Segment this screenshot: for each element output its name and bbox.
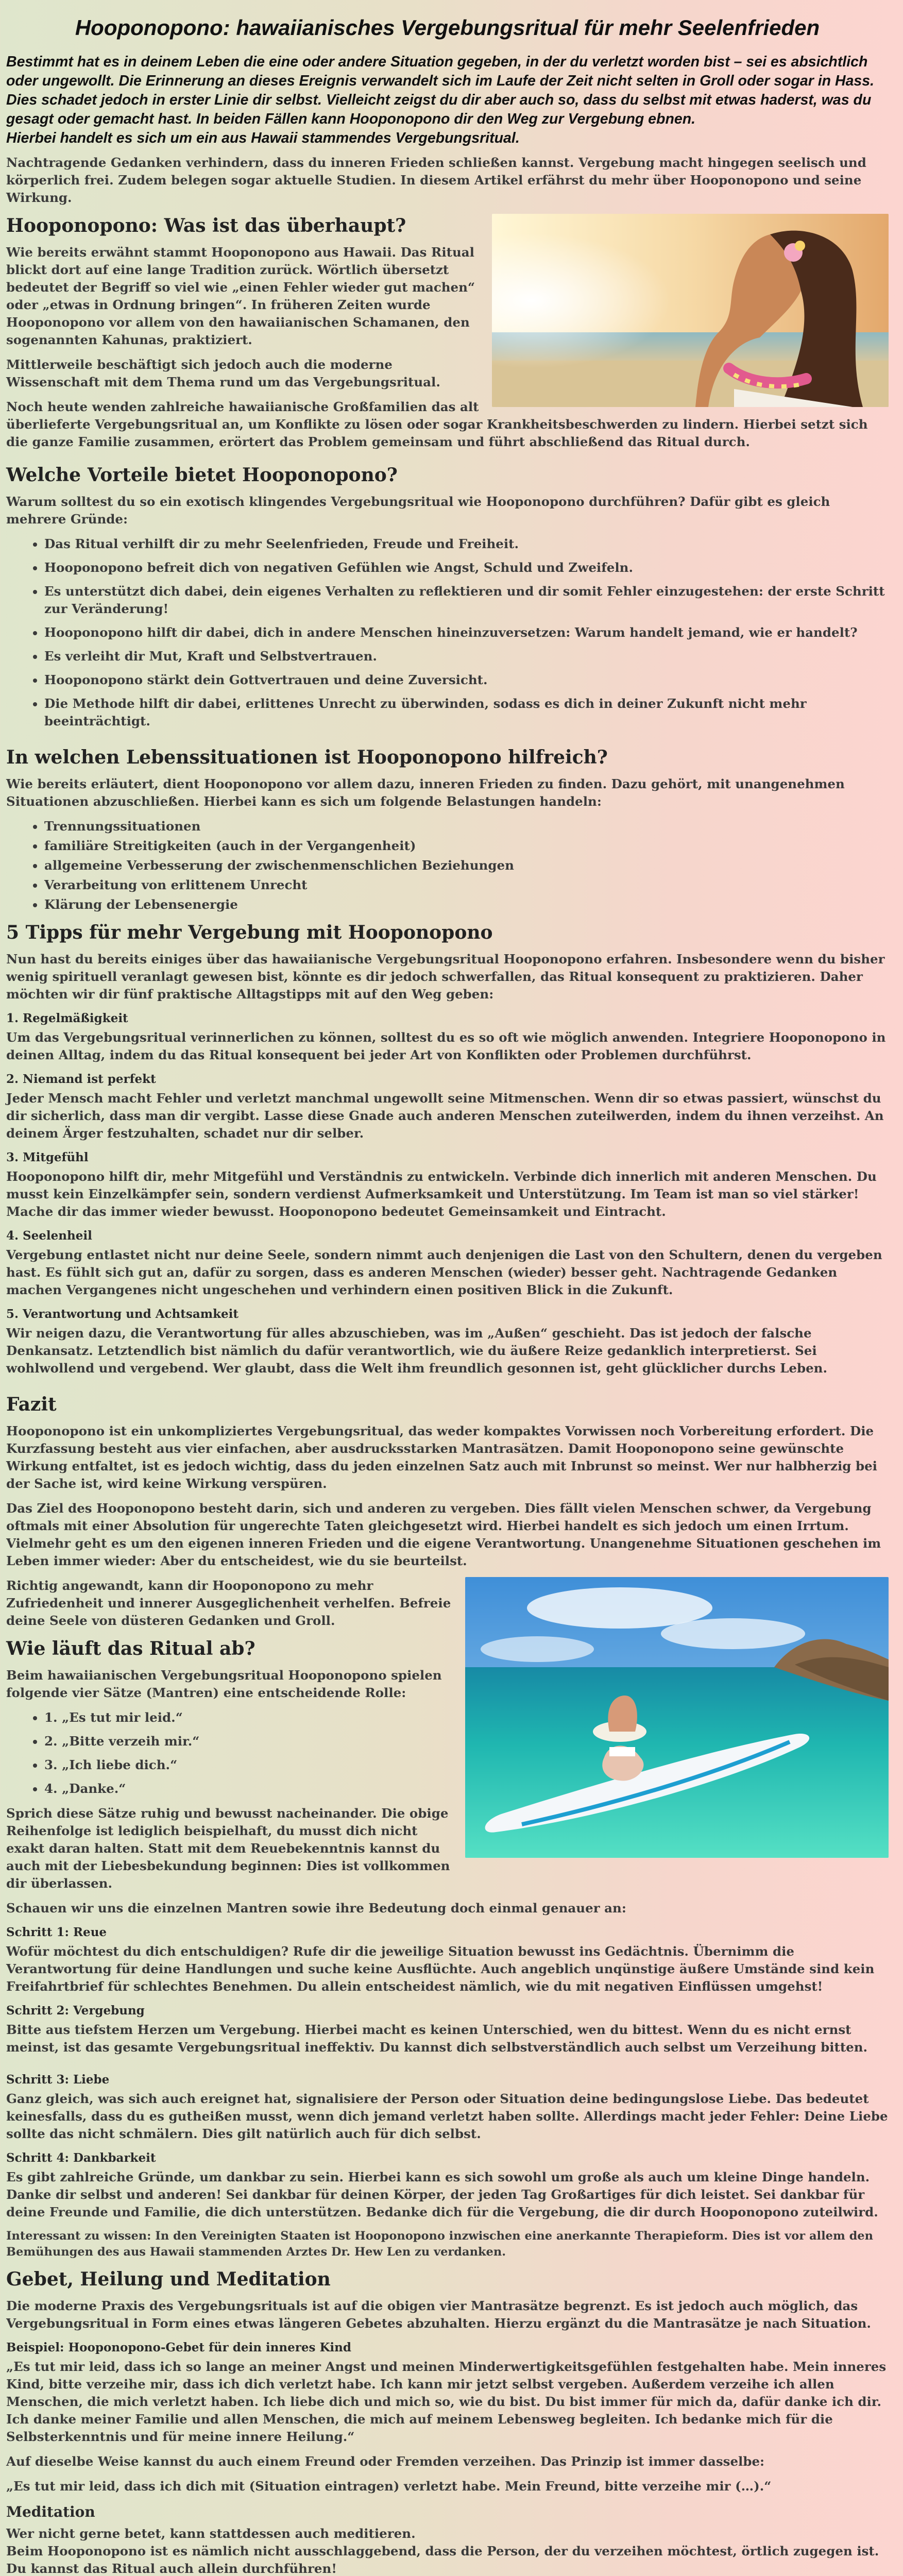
tip-heading: 2. Niemand ist perfekt [6,1072,156,1086]
paragraph: Die moderne Praxis des Vergebungsrituals ist auf die obigen vier Mantrasätze begrenzt. Es ist jedoch auch möglich, das Vergebungsritual in Form eines etwas längeren Gebetes abzuhalten. Hierzu ergänzt du die Mantrasätze je nach Situation. [6,2298,871,2331]
paddleboard-image [465,1577,889,1858]
section-heading-what-is: Hooponopono: Was ist das überhaupt? [6,215,406,236]
example-heading: Beispiel: Hooponopono-Gebet für dein inneres Kind [6,2341,351,2354]
section-heading-tips: 5 Tipps für mehr Vergebung mit Hooponopono [6,922,493,943]
paddleboard-photo [465,1577,889,1858]
paragraph: Wie bereits erwähnt stammt Hooponopono aus Hawaii. Das Ritual blickt dort auf eine lange Tradition zurück. Wörtlich übersetzt bedeutet der Begriff so viel wie „einen Fehler wieder gut machen“ oder „etwas in Ordnung bringen“. In früheren Zeiten wurde Hooponopono vor allem von den hawaiianischen Schamanen, den sogenannten Kahunas, praktiziert. [6,245,475,347]
list-item: • Die Methode hilft dir dabei, erlittenes Unrecht zu überwinden, sodass es dich in deiner Zukunft nicht mehr beeinträchtigt. [44,695,889,730]
list-item: • Es verleiht dir Mut, Kraft und Selbstvertrauen. [44,648,889,665]
step-heading: Schritt 3: Liebe [6,2073,110,2087]
step-text: Bitte aus tiefstem Herzen um Vergebung. Hierbei macht es keinen Unterschied, wen du bittest. Wenn du es nicht ernst meinst, ist das gesamte Vergebungsritual ineffektiv. Du kannst dich selbstverständlich auch selbst um Verzeihung bitten. [6,2022,868,2055]
tip-heading: 4. Seelenheil [6,1229,92,1243]
list-item: • Hooponopono hilft dir dabei, dich in andere Menschen hineinzuversetzen: Warum handelt jemand, wie er handelt? [44,624,889,641]
meditation-line-1: Wer nicht gerne betet, kann stattdessen auch meditieren. [6,2526,416,2541]
meditation-line-2: Beim Hooponopono ist es nämlich nicht ausschlaggebend, dass die Person, der du verzeihen möchtest, örtlich zugegen ist. Du kannst das Ritual auch allein durchführen! [6,2544,879,2576]
situations-list [6,818,889,913]
list-item: • familiäre Streitigkeiten (auch in der Vergangenheit) [44,837,889,855]
list-item: • Es unterstützt dich dabei, dein eigenes Verhalten zu reflektieren und dir somit Fehler einzugestehen: der erste Schritt zur Veränderung! [44,583,889,618]
list-item: • 1. „Es tut mir leid.“ [44,1709,889,1726]
list-item: • allgemeine Verbesserung der zwischenmenschlichen Beziehungen [44,857,889,874]
step-text: Ganz gleich, was sich auch ereignet hat, signalisiere der Person oder Situation deine bedingungslose Liebe. Das bedeutet keinesfalls, dass du es gutheißen musst, wenn dich jemand verletzt haben sollte. Allerdings macht jeder Fehler: Deine Liebe sollte das nicht schmälern. Dies gilt natürlich auch für dich selbst. [6,2091,888,2141]
paragraph: Auf dieselbe Weise kannst du auch einem Freund oder Fremden verzeihen. Das Prinzip ist immer dasselbe: [6,2454,765,2469]
paragraph: Warum solltest du so ein exotisch klingendes Vergebungsritual wie Hooponopono durchführen? Dafür gibt es gleich mehrere Gründe: [6,494,830,527]
tip-text: Hooponopono hilft dir, mehr Mitgefühl und Verständnis zu entwickeln. Verbinde dich innerlich mit anderen Menschen. Du musst kein Einzelkämpfer sein, sondern verdienst Aufmerksamkeit und Unterstützung. Im Team ist man so viel stärker! Mache dir das immer wieder bewusst. Hooponopono bedeutet Gemeinsamkeit und Eintracht. [6,1169,877,1219]
section-what-is [6,214,889,458]
paragraph: Noch heute wenden zahlreiche hawaiianische Großfamilien das alt überlieferte Vergebungsritual an, um Konflikte zu lösen oder sogar Krankheitsbeschwerden zu lindern. Hierbei setzt sich die ganze Familie zusammen, erörtert das Problem gemeinsam und führt abschließend das Ritual durch. [6,399,868,449]
section-heading-situations: In welchen Lebenssituationen ist Hooponopono hilfreich? [6,747,608,768]
section-ritual [6,1577,889,1900]
list-item: • 2. „Bitte verzeih mir.“ [44,1733,889,1750]
paragraph: Sprich diese Sätze ruhig und bewusst nacheinander. Die obige Reihenfolge ist lediglich beispielhaft, du musst dich nicht exakt daran halten. Statt mit dem Reuebekenntnis kannst du auch mit der Liebesbekundung beginnen: Dies ist vollkommen dir überlassen. [6,1806,450,1891]
paragraph: Nun hast du bereits einiges über das hawaiianische Vergebungsritual Hooponopono erfahren. Insbesondere wenn du bisher wenig spirituell veranlagt gewesen bist, könnte es dir jedoch schwerfallen, das Ritual konsequent zu praktizieren. Daher möchten wir dir fünf praktische Alltagstipps mit auf den Weg geben: [6,952,885,1002]
woman-beach-photo [492,214,889,407]
tip-text: Wir neigen dazu, die Verantwortung für alles abzuschieben, was im „Außen“ geschieht. Das ist jedoch der falsche Denkansatz. Letztendlich bist nämlich du dafür verantwortlich, wie du äußere Reize gedanklich interpretierst. Sei wohlwollend und vergebend. Wer glaubt, dass die Welt ihm freundlich gesonnen ist, geht glücklicher durchs Leben. [6,1326,828,1376]
tip-text: Vergebung entlastet nicht nur deine Seele, sondern nimmt auch denjenigen die Last von den Schultern, denen du vergeben hast. Es fühlt sich gut an, dafür zu sorgen, dass es anderen Menschen (wieder) besser geht. Nachtragende Gedanken machen Vergangenes nicht ungeschehen und verhindern einen positiven Blick in die Zukunft. [6,1247,882,1297]
section-heading-benefits: Welche Vorteile bietet Hooponopono? [6,464,398,486]
paragraph: Schauen wir uns die einzelnen Mantren sowie ihre Bedeutung doch einmal genauer an: [6,1901,626,1916]
list-item: • Trennungssituationen [44,818,889,835]
section-heading-prayer: Gebet, Heilung und Meditation [6,2268,331,2290]
prayer-text: „Es tut mir leid, dass ich so lange an meiner Angst und meinen Minderwertigkeitsgefühlen festgehalten habe. Mein inneres Kind, bitte verzeihe mir, dass ich dich verletzt habe. Ich kann mir jetzt selbst vergeben. Außerdem verzeihe ich allen Menschen, die mich verletzt haben. Ich liebe dich und mich so, wie du bist. Du bist immer für mich da, dafür danke ich dir. Ich danke meiner Familie und allen Menschen, die mich auf meinem Lebensweg begleiten. Ich bedanke mich für die Selbsterkenntnis und für meine innere Heilung.“ [6,2359,887,2444]
paragraph: Wie bereits erläutert, dient Hooponopono vor allem dazu, inneren Frieden zu finden. Dazu gehört, mit unangenehmen Situationen abzuschließen. Hierbei kann es sich um folgende Belastungen handeln: [6,776,845,809]
paragraph: Mittlerweile beschäftigt sich jedoch auch die moderne Wissenschaft mit dem Thema rund um das Vergebungsritual. [6,357,440,389]
paragraph: Beim hawaiianischen Vergebungsritual Hooponopono spielen folgende vier Sätze (Mantren) eine entscheidende Rolle: [6,1668,442,1700]
benefits-list [6,535,889,730]
list-item: • 4. „Danke.“ [44,1780,889,1798]
step-heading: Schritt 1: Reue [6,1925,107,1939]
list-item: • Verarbeitung von erlittenem Unrecht [44,876,889,894]
list-item: • Klärung der Lebensenergie [44,896,889,913]
step-text: Es gibt zahlreiche Gründe, um dankbar zu sein. Hierbei kann es sich sowohl um große als auch um kleine Dinge handeln. Danke dir selbst und anderen! Sei dankbar für deinen Körper, der jeden Tag Großartiges für dich leistet. Sei dankbar für deine Freunde und Familie, die dich unterstützen. Bedanke dich für die Vergebung, die dir durch Hooponopono zuteilwird. [6,2170,878,2219]
paragraph [6,2525,889,2576]
step-text: Wofür möchtest du dich entschuldigen? Rufe dir die jeweilige Situation bewusst ins Gedächtnis. Übernimm die Verantwortung für deine Handlungen und suche keine Ausflüchte. Auch angeblich unqünstige äußere Umstände sind kein Freifahrtbrief für schlechtes Benehmen. Du allein entscheidest nämlich, wie du mit negativen Einflüssen umgehst! [6,1944,875,1994]
step-heading: Schritt 4: Dankbarkeit [6,2151,156,2165]
list-item: • 3. „Ich liebe dich.“ [44,1756,889,1774]
lead-paragraph: Nachtragende Gedanken verhindern, dass du inneren Frieden schließen kannst. Vergebung macht hingegen seelisch und körperlich frei. Zudem belegen sogar aktuelle Studien. In diesem Artikel erfährst du mehr über Hooponopono und seine Wirkung. [6,155,866,205]
section-heading-ritual: Wie läuft das Ritual ab? [6,1638,255,1659]
list-item: • Hooponopono befreit dich von negativen Gefühlen wie Angst, Schuld und Zweifeln. [44,559,889,577]
section-heading-meditation: Meditation [6,2503,95,2520]
intro-paragraph: Bestimmt hat es in deinem Leben die eine oder andere Situation gegeben, in der du verletzt worden bist – sei es absichtlich oder ungewollt. Die Erinnerung an dieses Ereignis verwandelt sich im Laufe der Zeit nicht selten in Groll oder sogar in Hass. Dies schadet jedoch in erster Linie dir selbst. Vielleicht zeigst du dir aber auch so, dass du selbst mit etwas haderst, was du gesagt oder gemacht hast. In beiden Fällen kann Hooponopono dir den Weg zur Vergebung ebnen. [6,54,875,127]
tip-heading: 5. Verantwortung und Achtsamkeit [6,1307,239,1321]
paragraph: Hooponopono ist ein unkompliziertes Vergebungsritual, das weder kompaktes Vorwissen noch Vorbereitung erfordert. Die Kurzfassung besteht aus vier einfachen, aber ausdrucksstarken Mantrasätzen. Damit Hooponopono seine gewünschte Wirkung entfaltet, ist es jedoch wichtig, dass du jeden einzelnen Satz auch mit Inbrunst so meinst. Wer nur halbherzig bei der Sache ist, wird keine Wirkung verspüren. [6,1423,877,1491]
paragraph: „Es tut mir leid, dass ich dich mit (Situation eintragen) verletzt habe. Mein Freund, bitte verzeihe mir (…).“ [6,2479,772,2494]
tip-heading: 3. Mitgefühl [6,1150,89,1164]
tip-text: Um das Vergebungsritual verinnerlichen zu können, solltest du es so oft wie möglich anwenden. Integriere Hooponopono in deinen Alltag, indem du das Ritual konsequent bei jeder Art von Konflikten oder Problemen durchführst. [6,1030,886,1062]
paragraph: Das Ziel des Hooponopono besteht darin, sich und anderen zu vergeben. Dies fällt vielen Menschen schwer, da Vergebung oftmals mit einer Absolution für ungerechte Taten gleichgesetzt wird. Hierbei handelt es sich jedoch um einen Irrtum. Vielmehr geht es um den eigenen inneren Frieden und die eigene Verantwortung. Unangenehme Situationen geschehen im Leben immer wieder: Aber du entscheidest, wie du sie beurteilst. [6,1501,881,1568]
page-title: Hooponopono: hawaiianisches Vergebungsritual für mehr Seelenfrieden [75,15,820,40]
tip-heading: 1. Regelmäßigkeit [6,1011,128,1025]
paragraph: Richtig angewandt, kann dir Hooponopono zu mehr Zufriedenheit und innerer Ausgeglichenheit verhelfen. Befreie deine Seele von düsteren Gedanken und Groll. [6,1578,451,1628]
note-paragraph: Interessant zu wissen: In den Vereinigten Staaten ist Hooponopono inzwischen eine anerkannte Therapieform. Dies ist vor allem den Bemühungen des aus Hawaii stammenden Arztes Dr. Hew Len zu verdanken. [6,2229,873,2259]
list-item: • Hooponopono stärkt dein Gottvertrauen und deine Zuversicht. [44,671,889,689]
list-item: • Das Ritual verhilft dir zu mehr Seelenfrieden, Freude und Freiheit. [44,535,889,553]
step-heading: Schritt 2: Vergebung [6,2004,145,2018]
section-heading-fazit: Fazit [6,1394,57,1415]
woman-beach-image [492,214,889,407]
intro-paragraph-2: Hierbei handelt es sich um ein aus Hawaii stammendes Vergebungsritual. [6,130,520,146]
tip-text: Jeder Mensch macht Fehler und verletzt manchmal ungewollt seine Mitmenschen. Wenn dir so etwas passiert, wünschst du dir sicherlich, dass man dir vergibt. Lasse diese Gnade auch anderen Menschen zuteilwerden, indem du ihnen verzeihst. An deinem Ärger festzuhalten, schadet nur dir selber. [6,1091,884,1141]
